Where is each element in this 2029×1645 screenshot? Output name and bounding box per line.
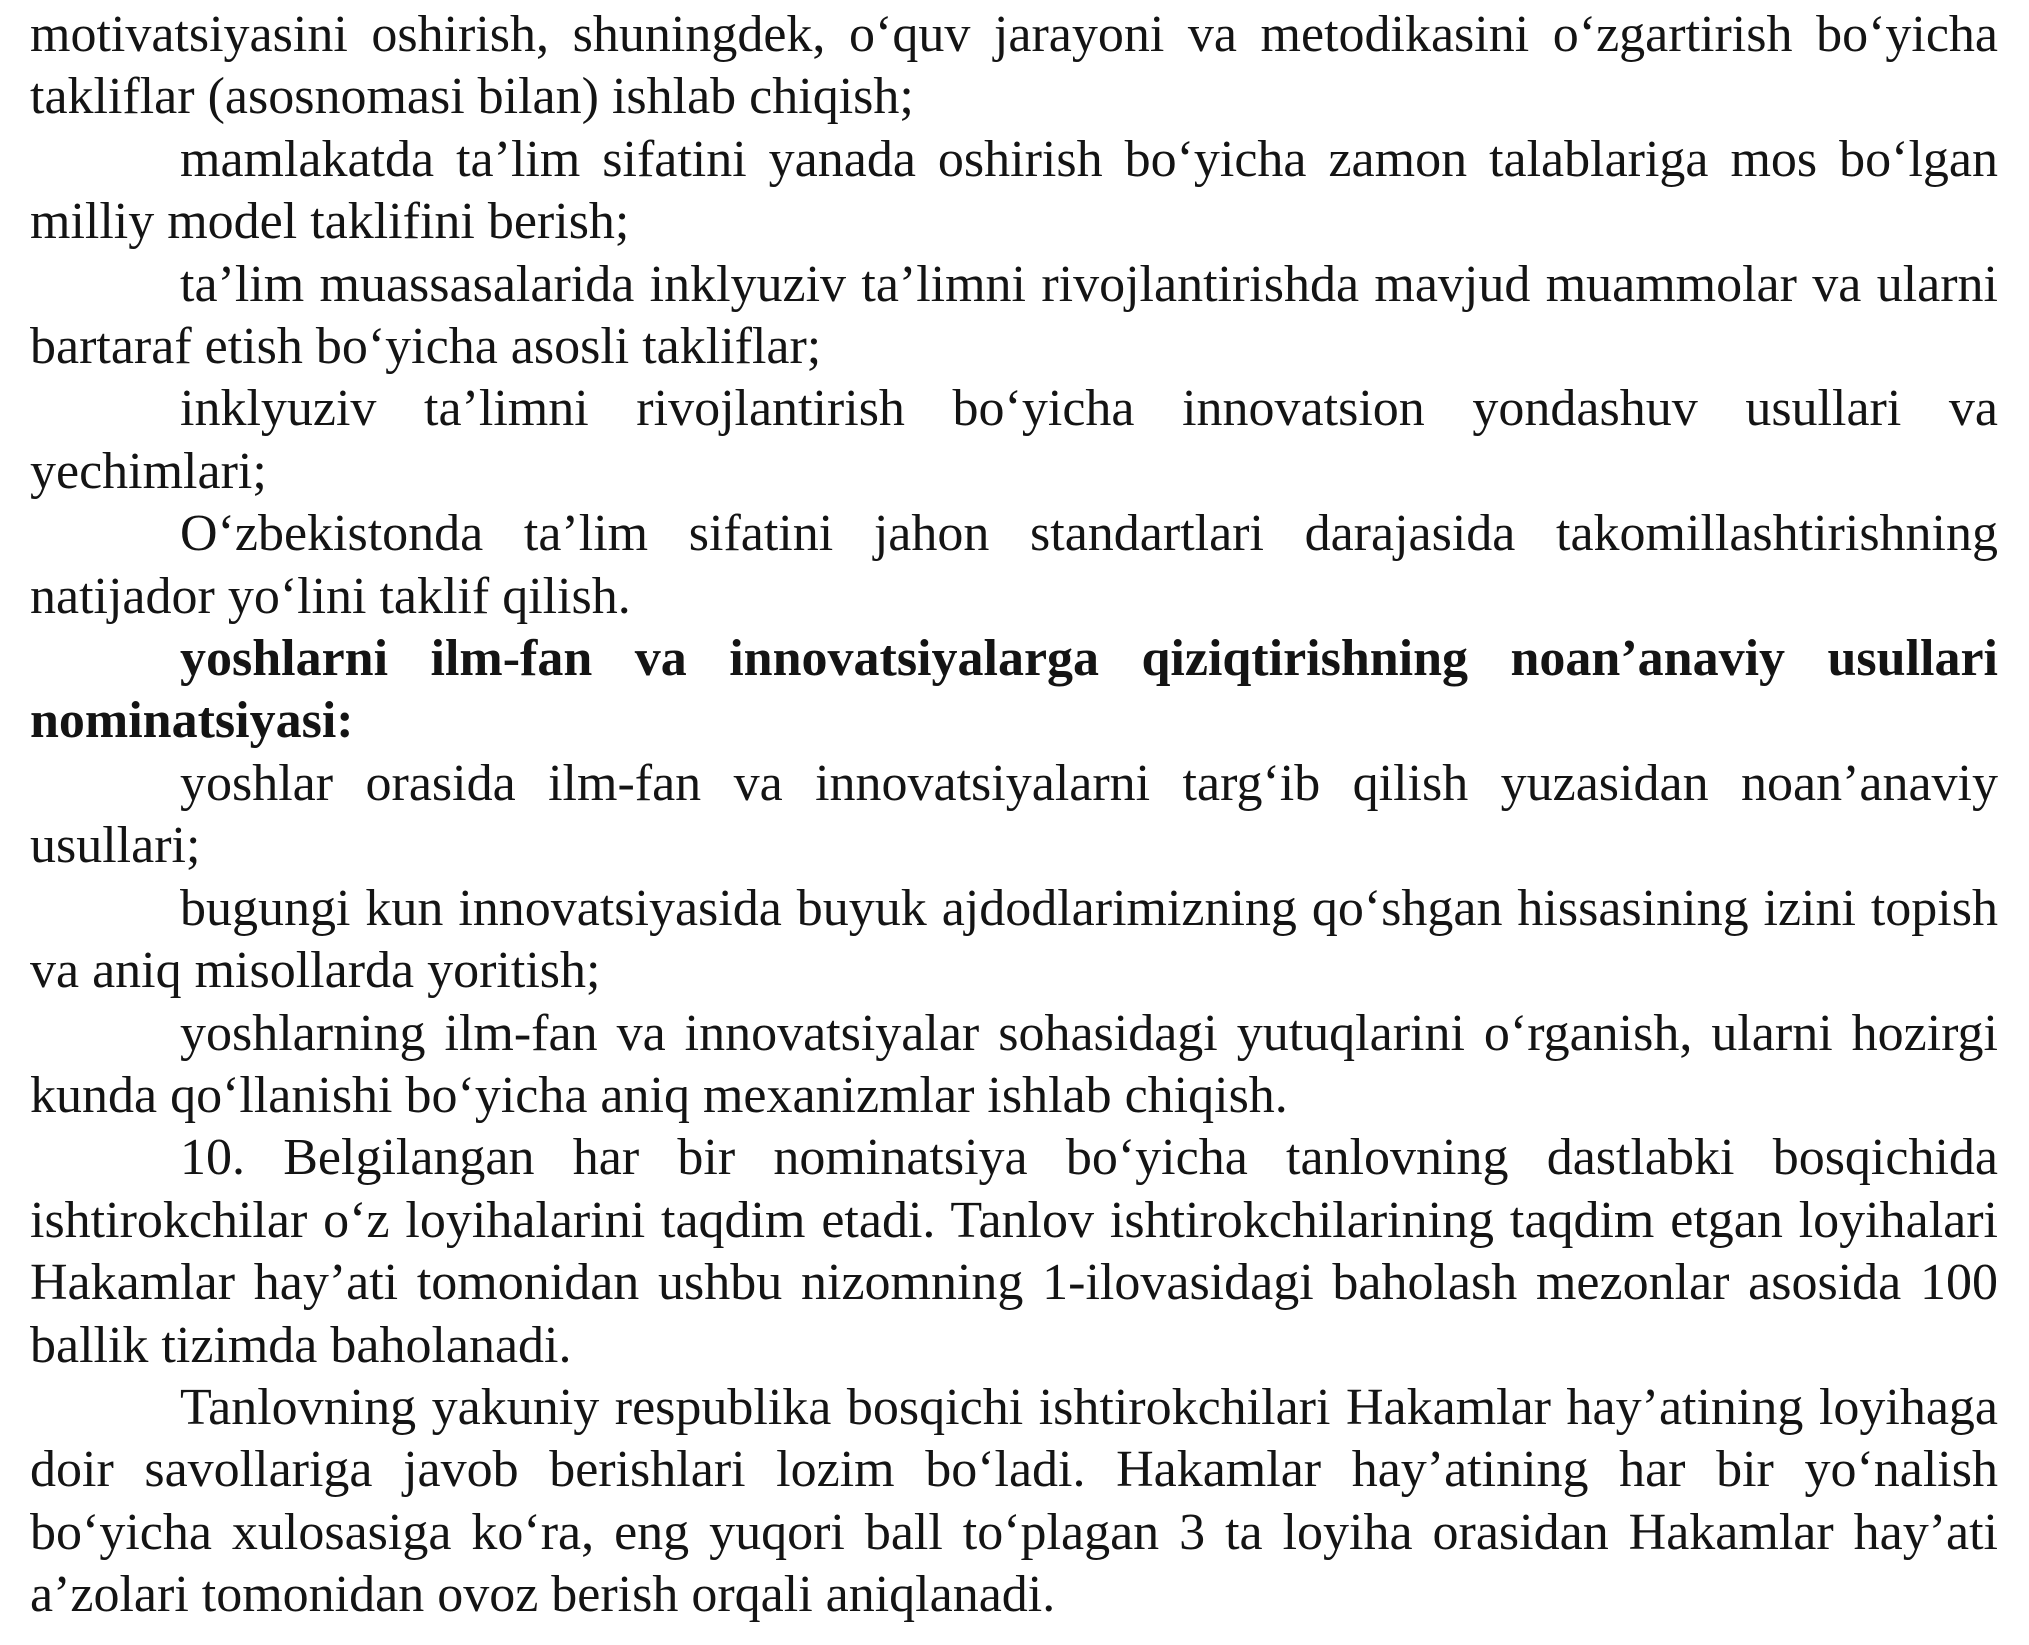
list-item-youth-achievements: yoshlarning ilm-fan va innovatsiyalar sohasidagi yutuqlarini o‘rganish, ularni hozirgi kunda qo‘llanishi bo‘yicha aniq mexanizmlar ishlab chiqish. bbox=[30, 1004, 1998, 1124]
list-item-inclusive-problems: ta’lim muassasalarida inklyuziv ta’limni rivojlantirishda mavjud muammolar va ularni bartaraf etish bo‘yicha asosli takliflar; bbox=[30, 255, 1998, 376]
list-item-education-quality: O‘zbekistonda ta’lim sifatini jahon standartlari darajasida takomillashtirishning natijador yo‘lini taklif qilish. bbox=[30, 505, 1998, 625]
list-item-inclusive-innovation: inklyuziv ta’limni rivojlantirish bo‘yicha innovatsion yondashuv usullari va yechimlari; bbox=[30, 380, 1998, 500]
list-item-promotion-methods: yoshlar orasida ilm-fan va innovatsiyalarni targ‘ib qilish yuzasidan noan’anaviy usullari; bbox=[30, 754, 1998, 875]
list-item-national-model: mamlakatda ta’lim sifatini yanada oshirish bo‘yicha zamon talablariga mos bo‘lgan milliy model taklifini berish; bbox=[30, 130, 1998, 251]
list-item-ancestors-contribution: bugungi kun innovatsiyasida buyuk ajdodlarimizning qo‘shgan hissasining izini topish va aniq misollarda yoritish; bbox=[30, 879, 1998, 1000]
document-page bbox=[30, 4, 1998, 1627]
nomination-heading: yoshlarni ilm-fan va innovatsiyalarga qiziqtirishning noan’anaviy usullari nominatsiyasi: bbox=[30, 630, 1998, 750]
final-stage-paragraph: Tanlovning yakuniy respublika bosqichi ishtirokchilari Hakamlar hay’atining loyihaga doir savollariga javob berishlari lozim bo‘ladi. Hakamlar hay’atining har bir yo‘nalish bo‘yicha xulosasiga ko‘ra, eng yuqori ball to‘plagan 3 ta loyiha orasidan Hakamlar hay’ati a’zolari tomonidan ovoz berish orqali aniqlanadi. bbox=[30, 1378, 1998, 1624]
paragraph-continuation: motivatsiyasini oshirish, shuningdek, o‘quv jarayoni va metodikasini o‘zgartirish bo‘yicha takliflar (asosnomasi bilan) ishlab chiqish; bbox=[30, 6, 1998, 126]
clause-10-paragraph: 10. Belgilangan har bir nominatsiya bo‘yicha tanlovning dastlabki bosqichida ishtirokchilar o‘z loyihalarini taqdim etadi. Tanlov ishtirokchilarining taqdim etgan loyihalari Hakamlar hay’ati tomonidan ushbu nizomning 1-ilovasidagi baholash mezonlar asosida 100 ballik tizimda baholanadi. bbox=[30, 1129, 1998, 1374]
